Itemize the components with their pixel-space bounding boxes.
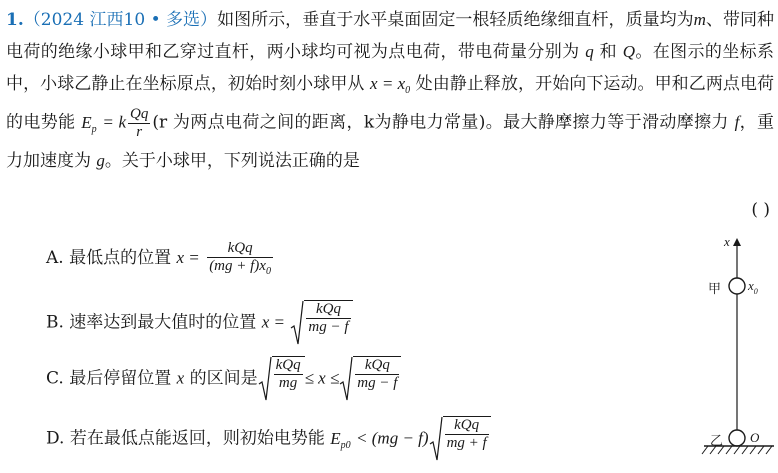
- eq-k: = k: [102, 112, 127, 132]
- ball-yi: [729, 430, 745, 446]
- x-eq-x0: $x = x_0$: [369, 74, 411, 96]
- stem-text-5: (r 为两点电荷之间的距离，k为静电力常量)。最大静摩擦力等于滑动摩擦力: [152, 112, 729, 133]
- var-f: f: [734, 112, 740, 132]
- option-d-label: D. 若在最低点能返回，则初始电势能: [46, 428, 325, 449]
- option-c-label: C. 最后停留位置: [46, 368, 172, 389]
- option-d-relation: < (mg − f): [356, 428, 429, 448]
- option-c[interactable]: [46, 356, 401, 402]
- rod-diagram: [700, 232, 778, 469]
- option-d-sqrt: $\frac{\text{kQq}}{mg + f}$: [429, 416, 491, 462]
- stem-text-4: 处由静止释放，开始向下运动。甲和乙两点电荷的电势能: [6, 74, 775, 133]
- option-a-lhs: x =: [176, 247, 200, 267]
- option-d[interactable]: [46, 416, 491, 462]
- var-Ep: $E_p$: [81, 112, 97, 135]
- option-c-relation: ≤ x ≤: [304, 368, 340, 388]
- question-source: （2024 江西10 • 多选）: [23, 10, 218, 30]
- option-a-label: A. 最低点的位置: [46, 247, 172, 268]
- label-yi: 乙: [710, 434, 724, 449]
- option-b-sqrt: $\frac{\text{kQq}}{mg - f}$: [290, 300, 352, 346]
- stem-text-2: 、带同种电荷的绝缘小球甲和乙穿过直杆，两小球均可视为点电荷，带电荷量分别为: [6, 10, 775, 62]
- label-origin: O: [750, 430, 760, 445]
- label-jia: 甲: [708, 282, 722, 297]
- stem-text-6: ，重力加速度为: [6, 112, 775, 171]
- stem-text-7: 。关于小球甲，下列说法正确的是: [104, 150, 360, 171]
- stem-and: 和: [599, 42, 617, 62]
- option-c-sqrt-1: $\frac{\text{kQq}}{mg}$: [258, 356, 305, 402]
- axis-label: x: [724, 234, 730, 249]
- question-stem: [6, 4, 774, 177]
- answer-blank: ( ): [751, 200, 770, 220]
- question-number: 1.: [6, 10, 24, 30]
- stem-text-3: 。在图示的坐标系中，小球乙静止在坐标原点，初始时刻小球甲从: [6, 42, 775, 94]
- label-x0: $x_0$: [748, 278, 758, 296]
- option-c-mid: 的区间是: [189, 368, 258, 389]
- var-m: m: [693, 10, 706, 29]
- var-q: q: [585, 42, 594, 61]
- option-d-ep: $E_{p0}$: [330, 428, 351, 451]
- option-a[interactable]: [46, 240, 275, 277]
- option-b[interactable]: [46, 300, 353, 346]
- option-a-fraction: $\frac{\text{kQq}}{(mg + f)x_0}$: [209, 240, 271, 277]
- option-b-lhs: x =: [261, 312, 285, 332]
- var-Q: Q: [622, 42, 636, 61]
- option-c-x: x: [176, 368, 185, 388]
- var-g: g: [96, 150, 105, 170]
- energy-fraction: $\frac{Qq}{r}$: [130, 106, 149, 140]
- option-c-sqrt-2: $\frac{\text{kQq}}{mg - f}$: [339, 356, 401, 402]
- axis-arrow-icon: [733, 238, 741, 246]
- stem-text-1: 如图所示，垂直于水平桌面固定一根轻质绝缘细直杆，质量均为: [217, 10, 694, 30]
- ball-jia: [729, 278, 745, 294]
- option-b-label: B. 速率达到最大值时的位置: [46, 312, 257, 333]
